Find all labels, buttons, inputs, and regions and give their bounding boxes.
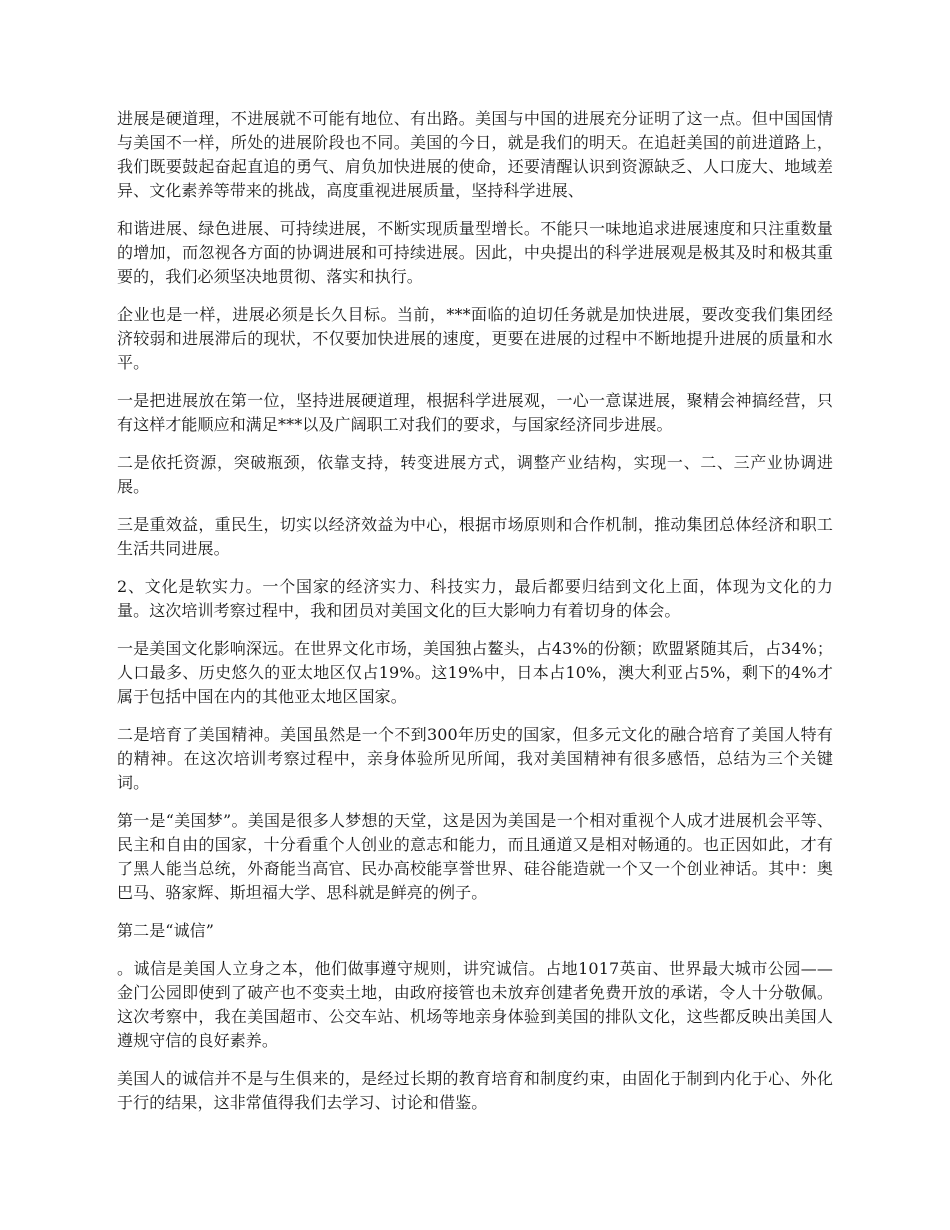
paragraph-point-three: 三是重效益，重民生，切实以经济效益为中心，根据市场原则和合作机制，推动集团总体经济和职工生活共同进展。 (117, 515, 833, 558)
paragraph-integrity-conclusion: 美国人的诚信并不是与生俱来的，是经过长期的教育培育和制度约束，由固化于制到内化于心、外化于行的结果，这非常值得我们去学习、讨论和借鉴。 (117, 1069, 833, 1112)
paragraph-point-two: 二是依托资源，突破瓶颈，依靠支持，转变进展方式，调整产业结构，实现一、二、三产业协调进展。 (117, 453, 833, 496)
paragraph-development: 进展是硬道理，不进展就不可能有地位、有出路。美国与中国的进展充分证明了这一点。但中国国情与美国不一样，所处的进展阶段也不同。美国的今日，就是我们的明天。在追赶美国的前进道路上，我们既要鼓起奋起直追的勇气、肩负加快进展的使命，还要清醒认识到资源缺乏、人口庞大、地域差异、文化素养等带来的挑战，高度重视进展质量，坚持科学进展、 (117, 109, 833, 200)
paragraph-american-spirit: 二是培育了美国精神。美国虽然是一个不到300年历史的国家，但多元文化的融合培育了美国人特有的精神。在这次培训考察过程中，亲身体验所见所闻，我对美国精神有很多感悟，总结为三个关键词。 (117, 725, 833, 792)
paragraph-american-dream: 第一是“美国梦”。美国是很多人梦想的天堂，这是因为美国是一个相对重视个人成才进展机会平等、民主和自由的国家，十分看重个人创业的意志和能力，而且通道又是相对畅通的。也正因如此，才有了黑人能当总统，外裔能当高官、民办高校能享誉世界、硅谷能造就一个又一个创业神话。其中：奥巴马、骆家辉、斯坦福大学、思科就是鲜亮的例子。 (117, 811, 833, 902)
paragraph-enterprise: 企业也是一样，进展必须是长久目标。当前，***面临的迫切任务就是加快进展，要改变我们集团经济较弱和进展滞后的现状，不仅要加快进展的速度，更要在进展的过程中不断地提升进展的质量和水平。 (117, 305, 833, 372)
paragraph-integrity: 。诚信是美国人立身之本，他们做事遵守规则，讲究诚信。占地1017英亩、世界最大城市公园——金门公园即使到了破产也不变卖土地，由政府接管也未放弃创建者免费开放的承诺，令人十分敬佩。这次考察中，我在美国超市、公交车站、机场等地亲身体验到美国的排队文化，这些都反映出美国人遵规守信的良好素养。 (117, 959, 833, 1050)
paragraph-harmonious-development: 和谐进展、绿色进展、可持续进展，不断实现质量型增长。不能只一味地追求进展速度和只注重数量的增加，而忽视各方面的协调进展和可持续进展。因此，中央提出的科学进展观是极其及时和极其重要的，我们必须坚决地贯彻、落实和执行。 (117, 219, 833, 286)
paragraph-culture-influence: 一是美国文化影响深远。在世界文化市场，美国独占鳌头，占43%的份额；欧盟紧随其后，占34%；人口最多、历史悠久的亚太地区仅占19%。这19%中，日本占10%，澳大利亚占5%，剩下的4%才属于包括中国在内的其他亚太地区国家。 (117, 639, 833, 706)
paragraph-culture-soft-power: 2、文化是软实力。一个国家的经济实力、科技实力，最后都要归结到文化上面，体现为文化的力量。这次培训考察过程中，我和团员对美国文化的巨大影响力有着切身的体会。 (117, 577, 833, 620)
paragraph-point-one: 一是把进展放在第一位，坚持进展硬道理，根据科学进展观，一心一意谋进展，聚精会神搞经营，只有这样才能顺应和满足***以及广阔职工对我们的要求，与国家经济同步进展。 (117, 391, 833, 434)
paragraph-integrity-heading: 第二是“诚信” (117, 921, 215, 940)
